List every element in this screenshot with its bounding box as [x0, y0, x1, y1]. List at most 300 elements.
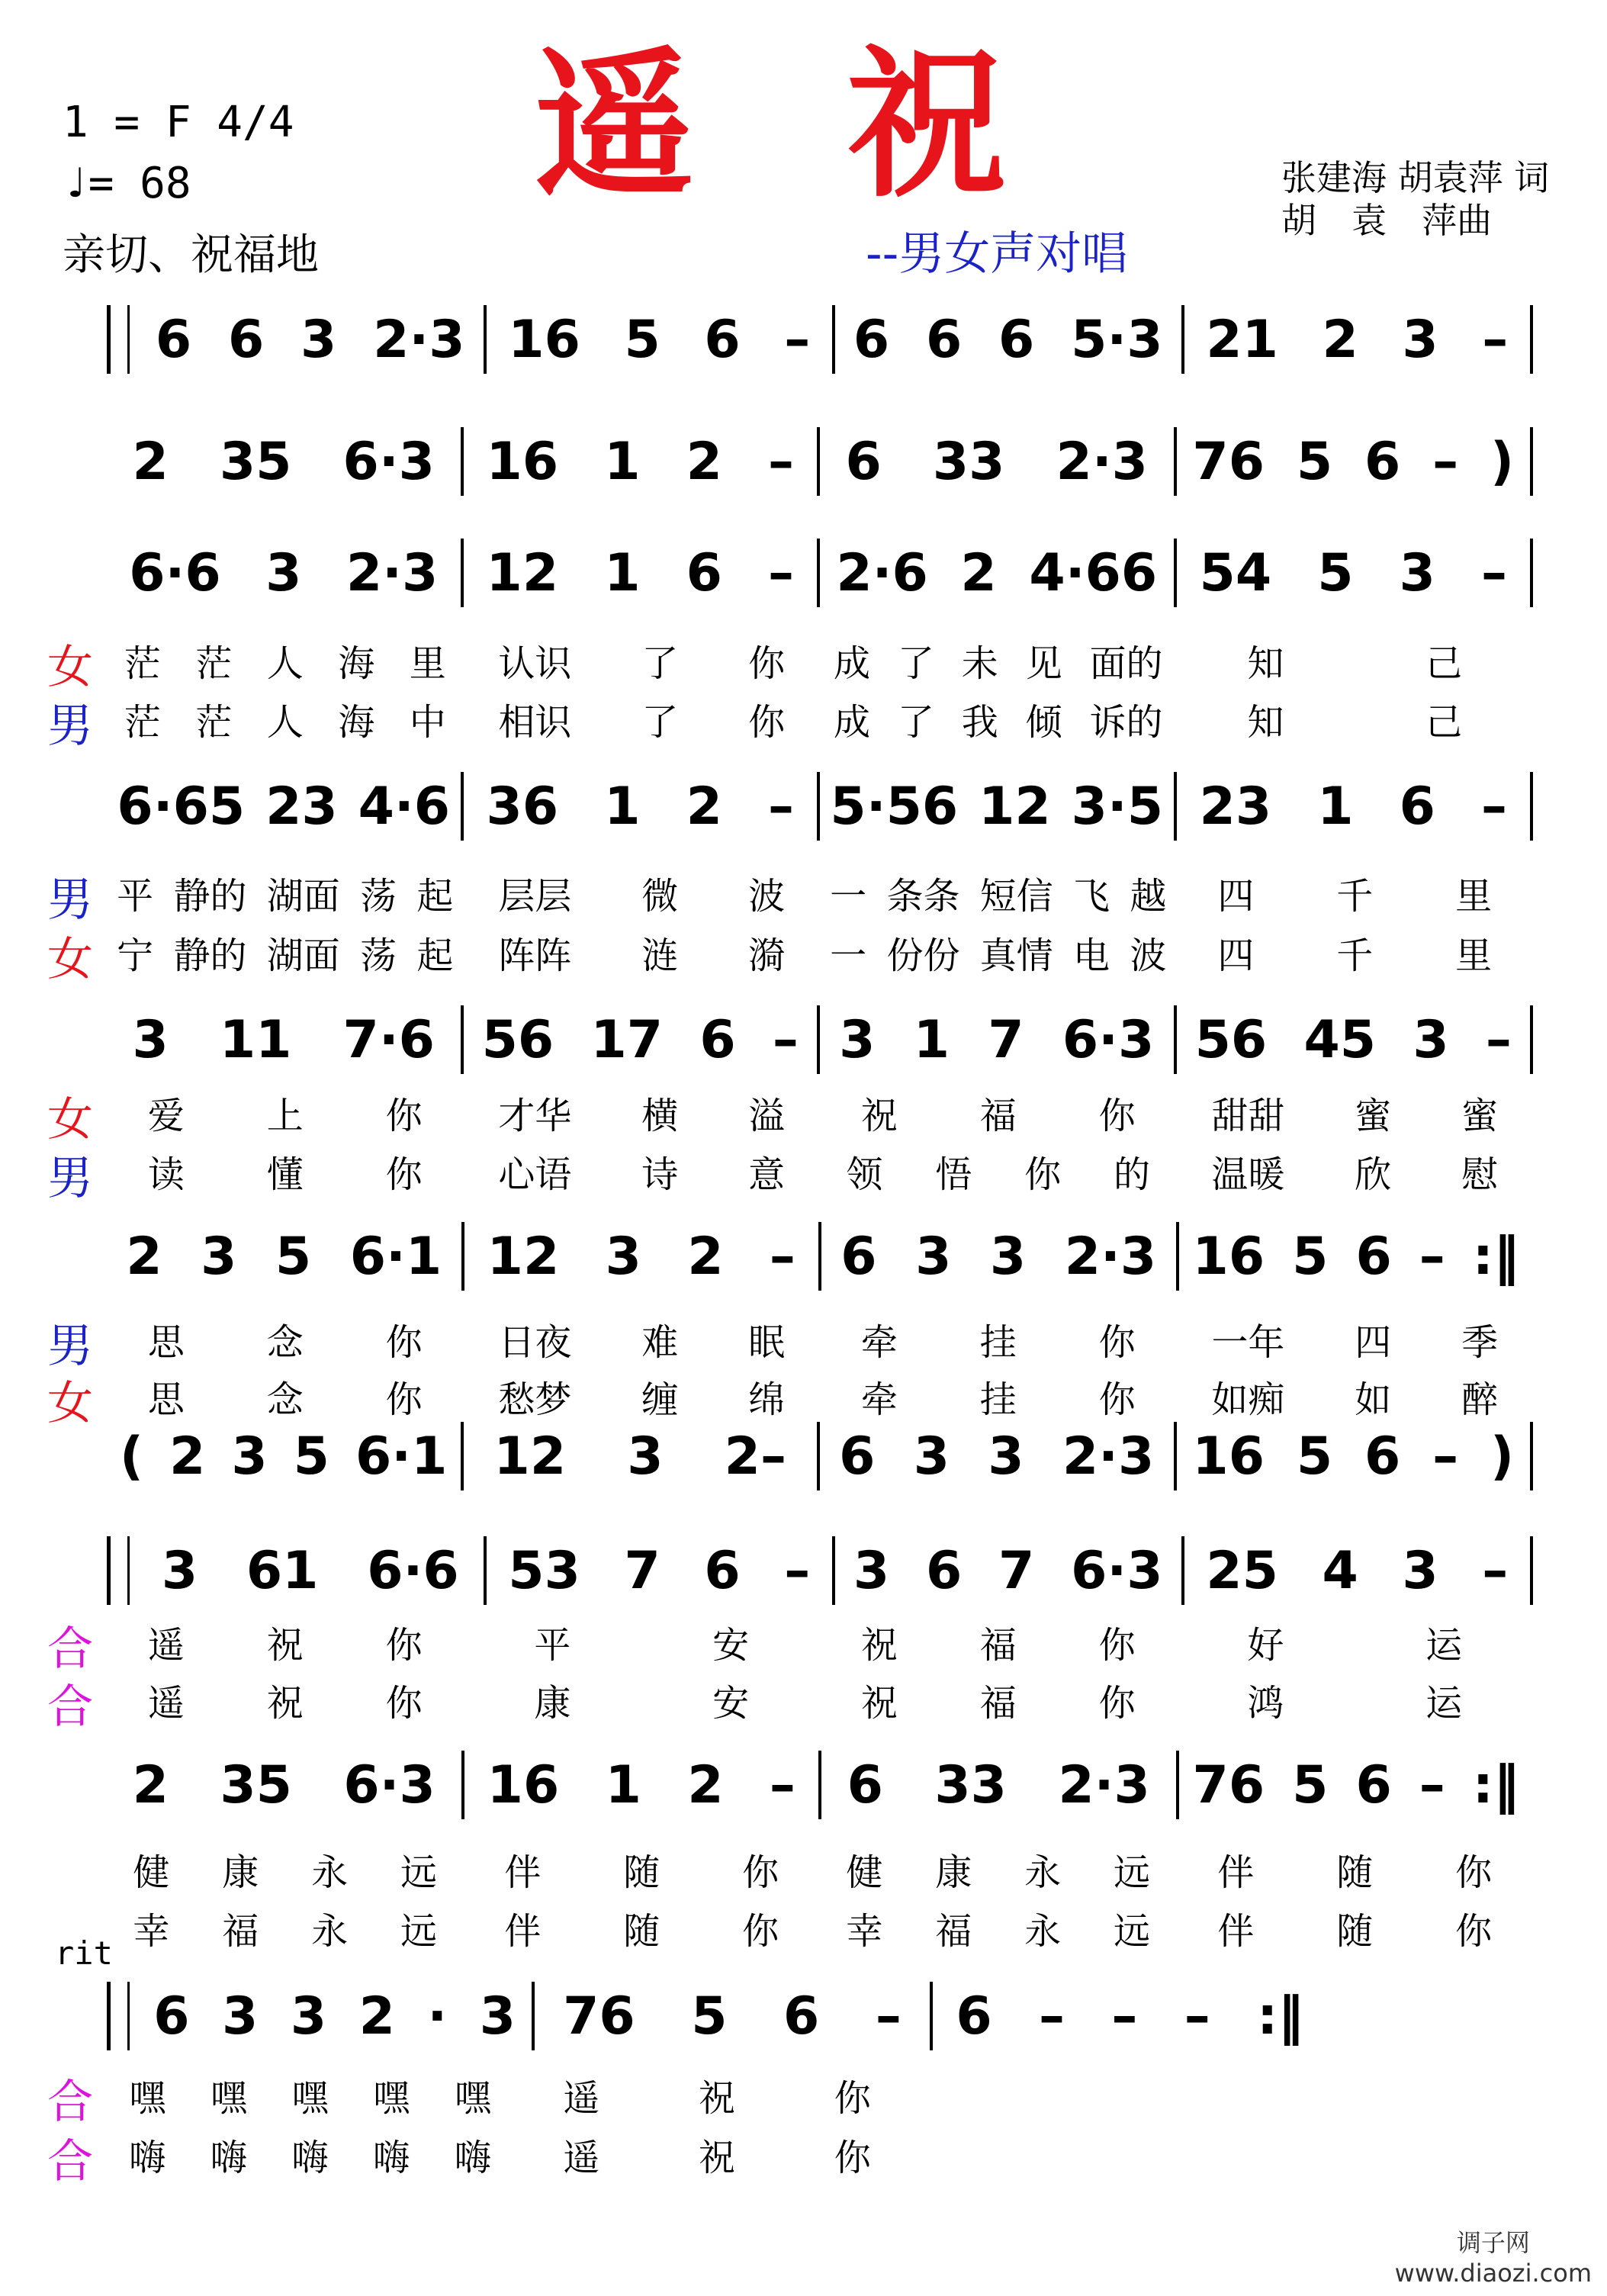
measure — [820, 427, 1174, 496]
lyric-word: 思 — [147, 1320, 185, 1364]
lyric-segment — [820, 926, 1177, 979]
lyric-segment — [1177, 1313, 1534, 1365]
lyric-word: 挂 — [979, 1320, 1017, 1364]
lyric-word: 起 — [416, 934, 454, 977]
lyric-word: 祝 — [266, 1623, 304, 1667]
note: 1 — [604, 431, 641, 492]
lyric-line — [107, 1089, 1533, 1135]
lyric-segment — [464, 1843, 821, 1896]
lyric-word: 你 — [1024, 1153, 1062, 1196]
measure — [487, 1536, 833, 1605]
note: 11 — [219, 1009, 292, 1070]
lyric-segment — [820, 693, 1177, 745]
note: – — [875, 1986, 902, 2047]
lyric-word: 领 — [846, 1153, 883, 1196]
lyric-word: 遥 — [563, 2076, 600, 2120]
lyric-segment — [820, 1674, 1177, 1726]
lyric-word: 中 — [409, 700, 446, 744]
note: 5 — [691, 1986, 728, 2047]
notation-line — [107, 539, 1533, 607]
lyric-line — [107, 870, 1533, 918]
lyric-word: 漪 — [748, 934, 786, 977]
lyric-word: 好 — [1247, 1623, 1284, 1667]
song-title: 遥祝 — [534, 32, 1160, 219]
note: 6·3 — [342, 431, 435, 492]
note: 36 — [486, 776, 559, 837]
note: 16 — [487, 1754, 560, 1815]
lyric-word: 遥 — [147, 1623, 185, 1667]
lyric-segment — [107, 1674, 464, 1726]
notation-line — [107, 427, 1533, 496]
lyric-word: 千 — [1336, 874, 1374, 918]
voice-label: 合 — [47, 2135, 93, 2188]
lyric-segment — [107, 867, 464, 919]
lyric-word: 平 — [117, 874, 154, 918]
lyric-word: 你 — [1455, 1851, 1493, 1894]
measure — [835, 1536, 1181, 1605]
lyric-word: 欣 — [1355, 1153, 1392, 1196]
lyric-word: 起 — [416, 874, 454, 918]
lyric-word: 嗨 — [129, 2136, 166, 2179]
barline — [1530, 1536, 1533, 1605]
note: 3 — [627, 1426, 664, 1487]
voice-label: 男 — [47, 873, 93, 927]
note: – — [1039, 1986, 1065, 2047]
lyric-word: 读 — [147, 1153, 185, 1196]
lyric-segment — [464, 867, 821, 919]
lyric-word: 嗨 — [454, 2136, 491, 2179]
lyric-segment — [820, 1313, 1177, 1365]
lyric-word: 安 — [712, 1623, 750, 1667]
lyric-line — [107, 1677, 1533, 1725]
measure — [1184, 1536, 1531, 1605]
lyric-word: 永 — [311, 1851, 349, 1894]
measure — [487, 305, 833, 374]
note: 6 — [1399, 776, 1435, 837]
measure — [820, 772, 1174, 841]
note: 3 — [479, 1986, 516, 2047]
lyric-word: 嗨 — [373, 2136, 410, 2179]
lyric-word: 海 — [338, 642, 375, 685]
voice-label: 女 — [47, 1093, 93, 1146]
lyric-word: 茫 — [124, 700, 161, 744]
measure — [464, 1005, 818, 1074]
lyric-segment — [820, 1902, 1177, 1954]
note: 6·6 — [129, 542, 221, 603]
lyric-segment — [1177, 926, 1534, 979]
note: – — [1432, 431, 1459, 492]
lyric-word: 里 — [1455, 934, 1493, 977]
note: – — [1482, 1540, 1509, 1601]
lyric-segment — [464, 1616, 821, 1668]
lyric-word: 随 — [1336, 1851, 1374, 1894]
lyric-word: 我 — [961, 700, 998, 744]
note: :‖ — [1472, 1226, 1519, 1287]
note: 61 — [246, 1540, 319, 1601]
note: 2 — [358, 1986, 395, 2047]
note: – — [1485, 1009, 1512, 1070]
lyric-line — [107, 637, 1533, 683]
lyric-word: 面的 — [1089, 642, 1163, 685]
lyric-segment — [107, 926, 464, 979]
note: 3 — [1413, 1009, 1449, 1070]
lyric-word: 福 — [935, 1909, 972, 1953]
note: 6 — [699, 1009, 736, 1070]
lyric-word: 了 — [641, 700, 679, 744]
lyric-word: 嘿 — [454, 2076, 491, 2120]
measure — [1177, 539, 1531, 607]
lyric-word: 你 — [1098, 1094, 1136, 1137]
note: 25 — [1206, 1540, 1278, 1601]
note: 16 — [1192, 1426, 1265, 1487]
note: 16 — [486, 431, 559, 492]
lyric-segment — [1177, 634, 1534, 687]
lyric-segment — [107, 2069, 513, 2121]
lyric-word: 日夜 — [498, 1320, 572, 1364]
note: 53 — [508, 1540, 580, 1601]
lyric-segment — [1177, 1370, 1534, 1423]
lyric-word: 眠 — [748, 1320, 786, 1364]
lyric-word: 永 — [1024, 1909, 1062, 1953]
lyric-word: 人 — [266, 642, 304, 685]
note: 56 — [1194, 1009, 1268, 1070]
lyric-word: 思 — [147, 1378, 185, 1421]
lyric-word: 健 — [846, 1851, 883, 1894]
note: 17 — [590, 1009, 664, 1070]
lyric-word: 远 — [400, 1851, 438, 1894]
note: 6 — [956, 1986, 992, 2047]
lyric-word: 你 — [1098, 1623, 1136, 1667]
lyric-segment — [820, 1145, 1177, 1198]
lyric-line — [107, 1619, 1533, 1667]
note: 3 — [989, 1226, 1027, 1287]
voice-label: 男 — [47, 699, 93, 753]
lyric-word: 上 — [266, 1094, 304, 1137]
note: 5 — [1292, 1754, 1329, 1815]
measure — [464, 772, 818, 841]
lyric-word: 祝 — [698, 2136, 735, 2179]
lyric-word: 季 — [1461, 1320, 1499, 1364]
lyric-word: 伴 — [504, 1909, 542, 1953]
note: 1 — [604, 542, 641, 603]
lyric-word: 溢 — [748, 1094, 786, 1137]
note: ( — [119, 1426, 144, 1487]
lyric-word: 懂 — [266, 1153, 304, 1196]
note: 3 — [265, 542, 302, 603]
note: 6 — [704, 1540, 741, 1601]
lyric-word: 幸 — [846, 1909, 883, 1953]
lyric-word: 成 — [833, 700, 870, 744]
measure — [107, 1422, 461, 1490]
note: 76 — [1192, 1754, 1265, 1815]
note: 3 — [1402, 1540, 1438, 1601]
lyric-word: 成 — [833, 642, 870, 685]
lyric-word: 你 — [748, 642, 786, 685]
expression-marking: 亲切、祝福地 — [63, 230, 319, 280]
lyric-word: 福 — [979, 1094, 1017, 1137]
lyric-word: 难 — [641, 1320, 679, 1364]
lyric-word: 温暖 — [1211, 1153, 1285, 1196]
lyric-word: 倾 — [1025, 700, 1062, 744]
voice-label: 女 — [47, 933, 93, 986]
lyric-segment — [464, 1902, 821, 1954]
note: – — [1482, 309, 1509, 370]
lyric-word: 你 — [742, 1851, 779, 1894]
note: ) — [1490, 431, 1515, 492]
note: 4·6 — [358, 776, 451, 837]
lyric-word: 运 — [1425, 1623, 1463, 1667]
note: 33 — [932, 431, 1005, 492]
note: :‖ — [1472, 1754, 1519, 1815]
note: 2·3 — [346, 542, 439, 603]
lyric-word: 诗 — [641, 1153, 679, 1196]
note: 5 — [1296, 1426, 1333, 1487]
note: – — [1480, 776, 1507, 837]
voice-label: 合 — [47, 2076, 93, 2129]
note: 21 — [1206, 309, 1278, 370]
note: – — [1432, 1426, 1459, 1487]
lyric-word: 你 — [385, 1320, 423, 1364]
note: 16 — [508, 309, 580, 370]
lyric-word: 康 — [935, 1851, 972, 1894]
note: 2·3 — [1058, 1754, 1150, 1815]
lyric-word: 心语 — [498, 1153, 572, 1196]
lyric-word: 永 — [1024, 1851, 1062, 1894]
voice-label: 男 — [47, 1152, 93, 1205]
note: 5 — [293, 1426, 329, 1487]
note: 4 — [1322, 1540, 1358, 1601]
lyric-word: 遥 — [147, 1681, 185, 1725]
note: 2 — [126, 1226, 162, 1287]
note: 6·3 — [1071, 1540, 1163, 1601]
lyric-segment — [464, 926, 821, 979]
lyric-word: 鸿 — [1247, 1681, 1284, 1725]
lyric-segment — [820, 1086, 1177, 1139]
site-url: www.diaozi.com — [1394, 2259, 1592, 2288]
note: 6 — [1364, 431, 1401, 492]
note: 35 — [220, 1754, 292, 1815]
note: – — [767, 776, 794, 837]
measure — [1184, 305, 1531, 374]
note: 3 — [988, 1426, 1024, 1487]
note: 2– — [724, 1426, 786, 1487]
note: 3·5 — [1071, 776, 1164, 837]
repeat-start-barline — [107, 1536, 130, 1605]
note: 3 — [161, 1540, 198, 1601]
note: 3 — [201, 1226, 237, 1287]
lyric-segment — [464, 1145, 821, 1198]
lyric-word: 念 — [266, 1378, 304, 1421]
lyric-word: 祝 — [860, 1681, 898, 1725]
lyric-word: 祝 — [860, 1094, 898, 1137]
lyric-word: 波 — [748, 874, 786, 918]
lyric-word: 横 — [641, 1094, 679, 1137]
lyric-word: 四 — [1217, 934, 1255, 977]
measure — [464, 539, 818, 607]
voice-label: 合 — [47, 1622, 93, 1676]
lyric-word: 人 — [266, 700, 304, 744]
note: 6 — [783, 1986, 820, 2047]
lyric-segment — [1177, 693, 1534, 745]
note: 2 — [686, 776, 722, 837]
lyric-word: 涟 — [641, 934, 679, 977]
lyric-segment — [107, 1902, 464, 1954]
notation-line — [107, 1751, 1533, 1819]
measure — [835, 305, 1181, 374]
lyric-word: 你 — [834, 2076, 871, 2120]
note: – — [769, 1226, 795, 1287]
note: 6 — [839, 1426, 876, 1487]
lyric-word: 微 — [641, 874, 679, 918]
lyric-word: 你 — [1098, 1320, 1136, 1364]
note: 12 — [486, 542, 559, 603]
note: 3 — [839, 1009, 876, 1070]
voice-label: 男 — [47, 1320, 93, 1373]
measure — [464, 427, 818, 496]
lyric-word: 嘿 — [210, 2076, 247, 2120]
lyric-word: 湖面 — [266, 874, 340, 918]
lyric-segment — [820, 1370, 1177, 1423]
note: 5 — [275, 1226, 312, 1287]
note: 45 — [1303, 1009, 1377, 1070]
lyric-word: 相识 — [498, 700, 572, 744]
notation-line — [107, 1982, 1327, 2050]
note: 2 — [1322, 309, 1358, 370]
note: 33 — [934, 1754, 1007, 1815]
lyric-segment — [107, 1843, 464, 1896]
lyric-line — [107, 696, 1533, 744]
note: 3 — [301, 309, 337, 370]
lyric-word: 真情 — [979, 934, 1053, 977]
note: 1 — [913, 1009, 950, 1070]
lyric-segment — [1177, 1843, 1534, 1896]
note: 56 — [481, 1009, 554, 1070]
lyric-word: 一年 — [1211, 1320, 1285, 1364]
lyric-word: 福 — [979, 1623, 1017, 1667]
repeat-start-barline — [107, 1982, 130, 2050]
lyric-word: 份份 — [886, 934, 960, 977]
measure — [464, 1422, 818, 1490]
lyric-word: 嘿 — [129, 2076, 166, 2120]
lyric-word: 认识 — [498, 642, 572, 685]
lyric-segment — [820, 1616, 1177, 1668]
note: 6 — [925, 1540, 963, 1601]
lyric-segment — [820, 867, 1177, 919]
measure — [464, 1222, 819, 1291]
lyric-word: 你 — [1455, 1909, 1493, 1953]
lyric-segment — [107, 693, 464, 745]
lyric-word: 才华 — [498, 1094, 572, 1137]
lyric-word: 如痴 — [1211, 1378, 1285, 1421]
measure — [107, 772, 461, 841]
note: 23 — [1199, 776, 1272, 837]
lyric-line — [107, 1373, 1533, 1419]
lyric-word: 嘿 — [373, 2076, 410, 2120]
notation-line — [107, 1222, 1533, 1291]
lyric-word: 牵 — [860, 1378, 898, 1421]
lyric-word: 慰 — [1461, 1153, 1499, 1196]
note: 2 — [686, 431, 722, 492]
lyric-word: 海 — [338, 700, 375, 744]
lyric-word: 嗨 — [210, 2136, 247, 2179]
note: – — [1419, 1754, 1445, 1815]
note: 6 — [227, 309, 265, 370]
barline — [1530, 427, 1533, 496]
lyric-word: 蜜 — [1355, 1094, 1392, 1137]
note: 12 — [487, 1226, 560, 1287]
barline — [1530, 772, 1533, 841]
lyric-word: 绵 — [748, 1378, 786, 1421]
measure — [464, 1751, 819, 1819]
lyric-segment — [107, 1313, 464, 1365]
lyric-word: 牵 — [860, 1320, 898, 1364]
lyric-segment — [464, 1674, 821, 1726]
note: – — [1184, 1986, 1210, 2047]
note: 1 — [1317, 776, 1354, 837]
note: – — [767, 542, 794, 603]
measure — [1177, 427, 1531, 496]
note: 6 — [1355, 1754, 1392, 1815]
lyric-word: 茫 — [124, 642, 161, 685]
lyric-segment — [107, 634, 464, 687]
lyric-word: 祝 — [698, 2076, 735, 2120]
song-subtitle: --男女声对唱 — [866, 227, 1128, 281]
lyric-line — [107, 2072, 1327, 2118]
note: 4·66 — [1029, 542, 1158, 603]
lyric-word: 你 — [385, 1094, 423, 1137]
measure — [933, 1982, 1327, 2050]
lyric-word: 荡 — [360, 934, 397, 977]
lyric-line — [107, 2131, 1327, 2177]
note: 2·3 — [1064, 1226, 1157, 1287]
note: 1 — [604, 776, 641, 837]
note: 6 — [1355, 1226, 1392, 1287]
repeat-start-barline — [107, 305, 130, 374]
measure — [137, 305, 484, 374]
note: 7 — [988, 1009, 1024, 1070]
lyric-word: 如 — [1355, 1378, 1392, 1421]
voice-label: 女 — [47, 1377, 93, 1430]
note: – — [1419, 1226, 1445, 1287]
lyric-word: 电 — [1073, 934, 1110, 977]
lyric-segment — [1177, 1902, 1534, 1954]
lyric-word: 健 — [133, 1851, 170, 1894]
lyric-word: 缠 — [641, 1378, 679, 1421]
lyric-word: 一 — [830, 934, 867, 977]
note: 5·56 — [830, 776, 959, 837]
lyric-word: 福 — [222, 1909, 259, 1953]
note: 2·3 — [1056, 431, 1148, 492]
lyric-word: 飞 — [1073, 874, 1110, 918]
lyric-segment — [464, 1086, 821, 1139]
lyric-segment — [464, 1370, 821, 1423]
note: 3 — [132, 1009, 169, 1070]
lyric-word: 福 — [979, 1681, 1017, 1725]
lyric-word: 远 — [400, 1909, 438, 1953]
note: 3 — [1402, 309, 1438, 370]
note: 6 — [686, 542, 722, 603]
barline — [1530, 1422, 1533, 1490]
note: 3 — [915, 1226, 952, 1287]
lyric-word: 嘿 — [291, 2076, 329, 2120]
lyric-word: 条条 — [886, 874, 960, 918]
lyric-segment — [107, 2128, 513, 2181]
lyric-word: 嗨 — [291, 2136, 329, 2179]
lyric-word: 你 — [1098, 1681, 1136, 1725]
lyric-word: 随 — [1336, 1909, 1374, 1953]
measure — [107, 1222, 461, 1291]
note: 3 — [605, 1226, 641, 1287]
